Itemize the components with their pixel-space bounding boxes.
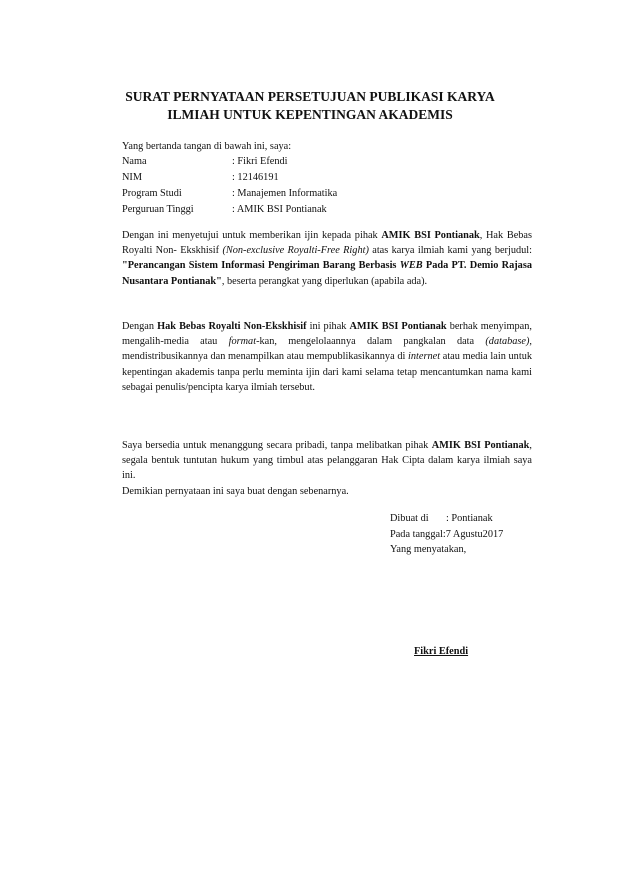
institution-name: AMIK BSI Pontianak bbox=[381, 230, 480, 241]
license-term: Hak Bebas Royalti Non-Ekskhisif bbox=[157, 321, 307, 332]
paragraph-text: Dengan bbox=[122, 321, 158, 332]
signature-block bbox=[390, 511, 503, 558]
signature-date-row bbox=[390, 527, 503, 543]
paragraph-text: , mendistribusikannya dan menampilkan atau mempublikasikannya di bbox=[122, 336, 532, 363]
identity-label: Perguruan Tinggi bbox=[122, 204, 194, 215]
work-title-end: Pada PT. Demio Rajasa Nusantara Pontianak" bbox=[122, 260, 532, 287]
institution-name: AMIK BSI Pontianak bbox=[431, 440, 530, 451]
document-title bbox=[90, 88, 530, 124]
paragraph-text: atau media lain untuk kepentingan akademis tanpa perlu meminta ijin dari kami selama tetap mencantumkan nama kami sebagai penulis/pencipta karya ilmiah tersebut. bbox=[122, 351, 532, 393]
paragraph-text: berhak menyimpan, mengalih-media atau bbox=[122, 321, 532, 348]
date-value: :7 Agustu2017 bbox=[442, 528, 504, 540]
paragraph-text: Dengan ini menyetujui untuk memberikan ijin kepada pihak bbox=[122, 230, 382, 241]
identity-label: NIM bbox=[122, 172, 143, 183]
paragraph-text: , beserta perangkat yang diperlukan (apabila ada). bbox=[221, 275, 428, 287]
work-title-web: WEB bbox=[399, 260, 423, 272]
paragraph-text: -kan, mengelolaannya dalam pangkalan data bbox=[256, 336, 486, 348]
paragraph-text: , Hak Bebas Royalti Non- Ekskhisif bbox=[122, 230, 532, 257]
place-value: : Pontianak bbox=[446, 513, 493, 524]
paragraph-text: atas karya ilmiah kami yang berjudul: bbox=[368, 245, 532, 257]
identity-row-program bbox=[122, 186, 482, 202]
date-label: Pada tanggal bbox=[390, 528, 443, 540]
paragraph-rights bbox=[122, 319, 532, 395]
title-line-2: ILMIAH UNTUK KEPENTINGAN AKADEMIS bbox=[167, 107, 453, 122]
identity-value: : AMIK BSI Pontianak bbox=[232, 204, 327, 215]
license-term: (Non-exclusive Royalti-Free Right) bbox=[222, 245, 369, 257]
paragraph-liability bbox=[122, 438, 532, 484]
italic-term: internet bbox=[408, 351, 441, 363]
title-line-1: SURAT PERNYATAAN PERSETUJUAN PUBLIKASI KARYA bbox=[125, 89, 495, 104]
identity-row-nim bbox=[122, 170, 482, 186]
signer-name: Fikri Efendi bbox=[414, 646, 469, 657]
identity-label: Program Studi bbox=[122, 188, 182, 199]
place-label: Dibuat di bbox=[390, 513, 429, 524]
italic-term: format bbox=[228, 336, 257, 348]
signature-place-row bbox=[390, 511, 503, 527]
paragraph-text: , segala bentuk tuntutan hukum yang timbul atas pelanggaran Hak Cipta dalam karya ilmiah saya ini. bbox=[122, 440, 532, 482]
identity-label: Nama bbox=[122, 156, 147, 167]
institution-name: AMIK BSI Pontianak bbox=[349, 321, 447, 332]
paragraph-text: Saya bersedia untuk menanggung secara pribadi, tanpa melibatkan pihak bbox=[122, 440, 432, 451]
intro-text: Yang bertanda tangan di bawah ini, saya: bbox=[122, 141, 292, 152]
work-title: "Perancangan Sistem Informasi Pengiriman Barang Berbasis bbox=[122, 260, 400, 272]
identity-table bbox=[122, 154, 482, 218]
italic-term: (database) bbox=[485, 336, 530, 348]
identity-row-name bbox=[122, 154, 482, 170]
identity-value: : Fikri Efendi bbox=[232, 156, 288, 167]
paragraph-closing: Demikian pernyataan ini saya buat dengan sebenarnya. bbox=[122, 486, 349, 497]
paragraph-text: ini pihak bbox=[306, 321, 350, 332]
signature-statement: Yang menyatakan, bbox=[390, 544, 467, 555]
paragraph-consent bbox=[122, 228, 532, 289]
identity-row-university bbox=[122, 202, 482, 218]
identity-value: : 12146191 bbox=[232, 172, 279, 183]
identity-value: : Manajemen Informatika bbox=[232, 188, 338, 199]
